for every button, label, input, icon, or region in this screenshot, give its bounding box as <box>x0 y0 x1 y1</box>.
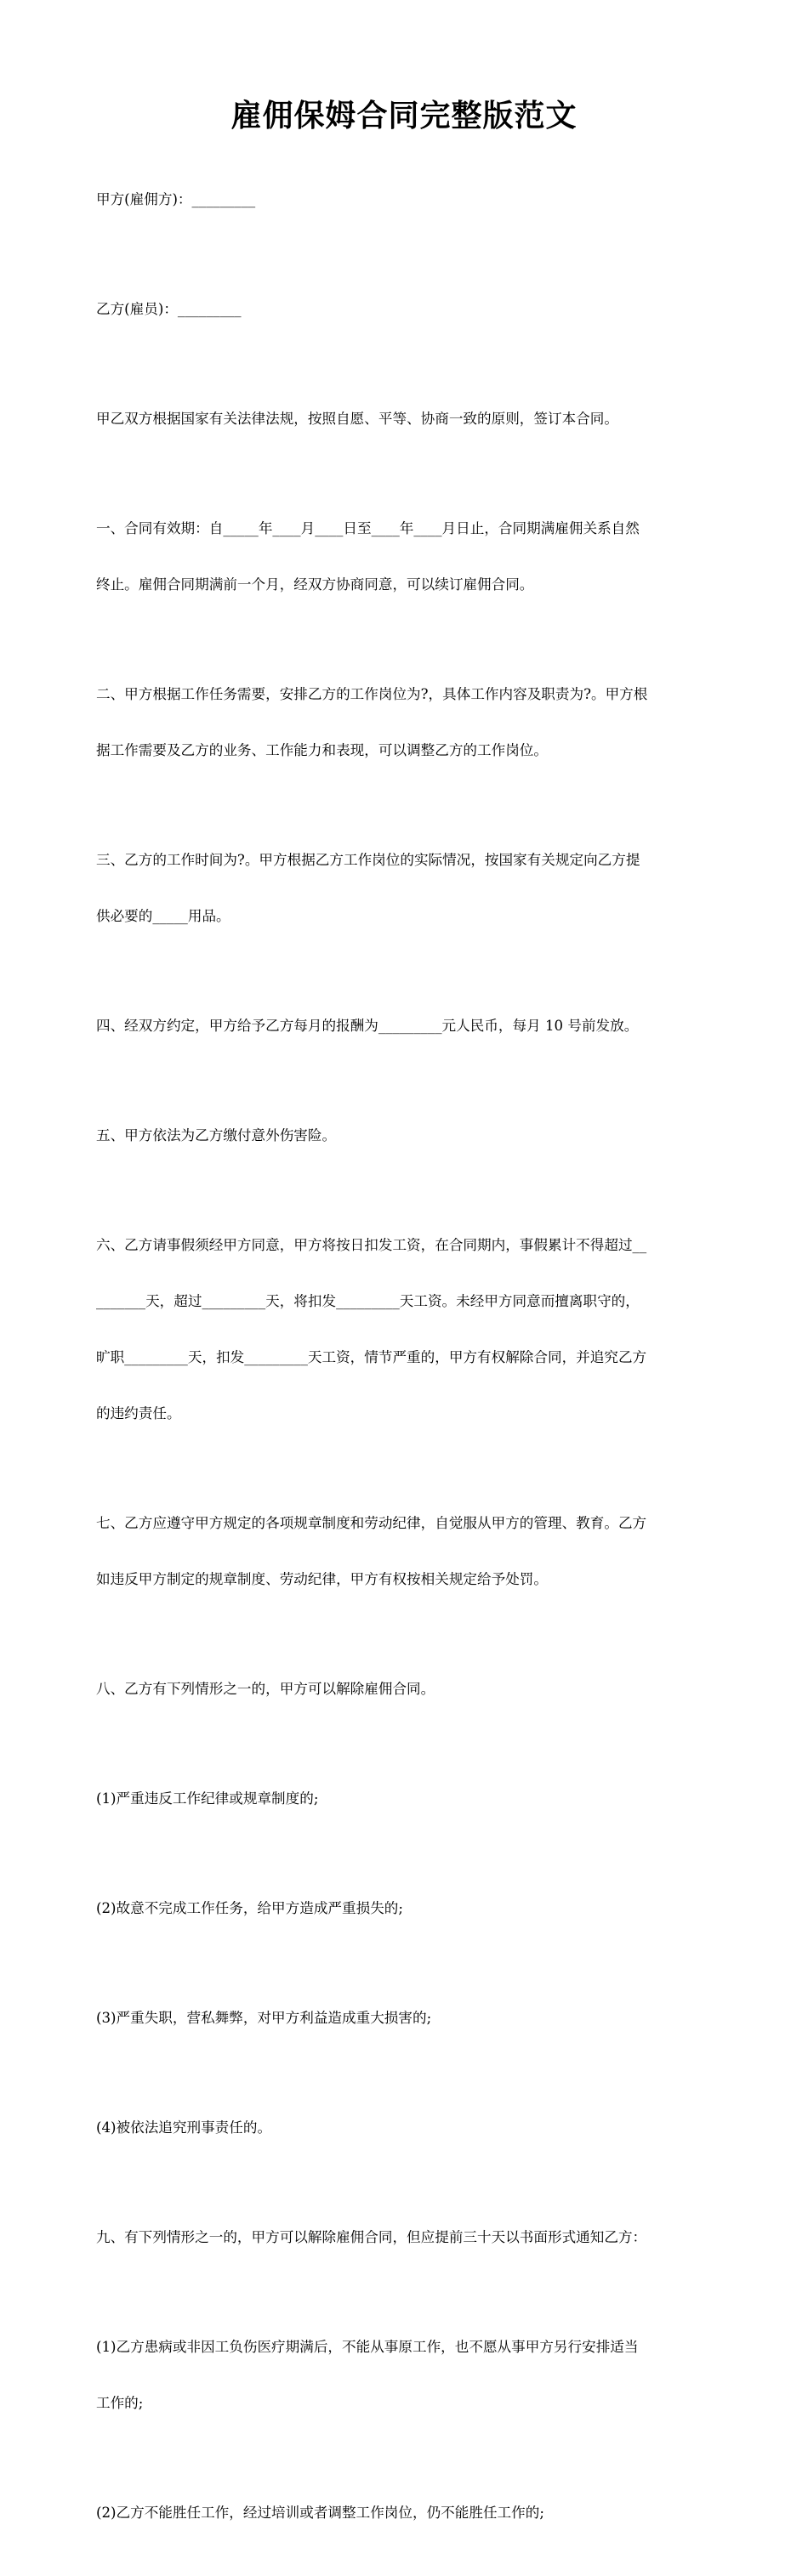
clause-8-item-1 <box>96 1752 714 1846</box>
document-body <box>96 153 714 2576</box>
text-line: 旷职_________天，扣发_________天工资，情节严重的，甲方有权解除合同，并追究乙方 <box>96 1349 647 1365</box>
text-line: (2)乙方不能胜任工作，经过培训或者调整工作岗位，仍不能胜任工作的; <box>96 2505 544 2521</box>
text-line: 据工作需要及乙方的业务、工作能力和表现，可以调整乙方的工作岗位。 <box>96 742 548 758</box>
clause-8-item-2 <box>96 1862 714 1955</box>
preamble-paragraph <box>96 372 714 466</box>
text-line: 工作的; <box>96 2395 144 2411</box>
text-line: (4)被依法追究刑事责任的。 <box>96 2119 272 2136</box>
text-line: 甲方(雇佣方)：_________ <box>96 191 256 207</box>
clause-9-item-1 <box>96 2301 714 2450</box>
text-line: (2)故意不完成工作任务，给甲方造成严重损失的; <box>96 1900 403 1916</box>
document-title: 雇佣保姆合同完整版范文 <box>230 98 578 133</box>
text-line: (1)严重违反工作纪律或规章制度的; <box>96 1790 319 1807</box>
text-line: 七、乙方应遵守甲方规定的各项规章制度和劳动纪律，自觉服从甲方的管理、教育。乙方 <box>96 1515 647 1531</box>
party-a-line <box>96 153 714 247</box>
party-b-line <box>96 263 714 356</box>
clause-5-paragraph <box>96 1089 714 1183</box>
clause-2-paragraph <box>96 648 714 797</box>
text-line: 供必要的_____用品。 <box>96 908 230 924</box>
text-line: 六、乙方请事假须经甲方同意，甲方将按日扣发工资，在合同期内，事假累计不得超过__ <box>96 1237 647 1253</box>
text-line: (3)严重失职，营私舞弊，对甲方利益造成重大损害的; <box>96 2010 432 2026</box>
clause-4-paragraph <box>96 979 714 1073</box>
text-line: 甲乙双方根据国家有关法律法规，按照自愿、平等、协商一致的原则，签订本合同。 <box>96 411 618 427</box>
clause-3-paragraph <box>96 814 714 963</box>
text-line: 一、合同有效期：自_____年____月____日至____年____月日止，合同期满雇佣关系自然 <box>96 520 640 536</box>
text-line: 二、甲方根据工作任务需要，安排乙方的工作岗位为?，具体工作内容及职责为?。甲方根 <box>96 686 648 702</box>
text-line: 三、乙方的工作时间为?。甲方根据乙方工作岗位的实际情况，按国家有关规定向乙方提 <box>96 852 640 868</box>
text-line: 终止。雇佣合同期满前一个月，经双方协商同意，可以续订雇佣合同。 <box>96 576 534 593</box>
text-line: (1)乙方患病或非因工负伤医疗期满后，不能从事原工作，也不愿从事甲方另行安排适当 <box>96 2339 639 2355</box>
text-line: 如违反甲方制定的规章制度、劳动纪律，甲方有权按相关规定给予处罚。 <box>96 1571 548 1587</box>
text-line: 八、乙方有下列情形之一的，甲方可以解除雇佣合同。 <box>96 1681 435 1697</box>
clause-8-item-3 <box>96 1972 714 2065</box>
clause-8-item-4 <box>96 2081 714 2175</box>
text-line: 的违约责任。 <box>96 1405 181 1421</box>
clause-7-paragraph <box>96 1477 714 1626</box>
clause-9-paragraph <box>96 2191 714 2284</box>
text-line: 九、有下列情形之一的，甲方可以解除雇佣合同，但应提前三十天以书面形式通知乙方： <box>96 2229 647 2245</box>
text-line: 五、甲方依法为乙方缴付意外伤害险。 <box>96 1127 337 1143</box>
text-line: _______天，超过_________天，将扣发_________天工资。未经甲方同意而擅离职守的， <box>96 1293 640 1309</box>
text-line: 乙方(雇员)：_________ <box>96 301 242 317</box>
text-line: 四、经双方约定，甲方给予乙方每月的报酬为_________元人民币，每月 10 号前发放。 <box>96 1018 639 1034</box>
clause-9-item-2 <box>96 2466 714 2560</box>
clause-8-paragraph <box>96 1643 714 1736</box>
clause-1-paragraph <box>96 482 714 632</box>
clause-6-paragraph <box>96 1199 714 1461</box>
